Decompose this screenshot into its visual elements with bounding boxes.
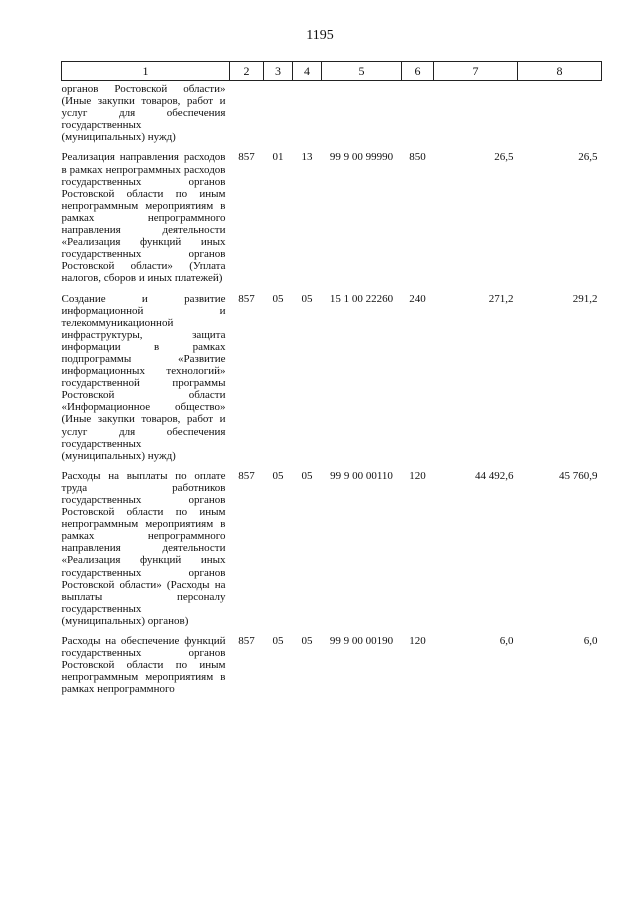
cell-amount-year-1: 26,5 — [494, 151, 514, 164]
cell-subsection: 05 — [301, 635, 313, 648]
column-header-3: 3 — [264, 62, 293, 81]
cell-expense-type: 120 — [409, 469, 426, 482]
cell-ministry-code — [230, 81, 264, 150]
table-body — [62, 81, 602, 702]
cell-target-article: 99 9 00 00190 — [329, 635, 394, 648]
column-header-7: 7 — [434, 62, 518, 81]
cell-target-article: 99 9 00 00110 — [330, 469, 393, 482]
cell-amount-year-2: 45 760,9 — [559, 469, 598, 482]
row-description: Расходы на обеспечение функций государственных органов Ростовской области по иным непрограммным мероприятиям в рамках непрограммного — [61, 635, 226, 696]
row-description: Расходы на выплаты по оплате труда работников государственных органов Ростовской области по иным непрограммным мероприятиям в рамках непрограммного направления деятельности «Реализация функций иных государственных органов Ростовской области» (Расходы на выплаты персоналу государственных (муниципальных) органов) — [61, 469, 226, 627]
cell-section: 05 — [272, 469, 284, 482]
table-row — [62, 149, 602, 290]
cell-section — [264, 81, 293, 150]
cell-section: 05 — [272, 635, 284, 648]
column-header-6: 6 — [402, 62, 434, 81]
table-header — [62, 62, 602, 81]
cell-amount-year-2: 6,0 — [583, 635, 598, 648]
cell-expense-type: 120 — [409, 635, 426, 648]
table-row — [62, 291, 602, 468]
column-header-5: 5 — [322, 62, 402, 81]
cell-ministry-code: 857 — [238, 469, 255, 482]
table-row — [62, 468, 602, 633]
row-description: Создание и развитие информационной и телекоммуникационной инфраструктуры, защита информации в рамках подпрограммы «Развитие информационных технологий» государственной программы Ростовской области «Информационное общество» (Иные закупки товаров, работ и услуг для обеспечения государственных (муниципальных) нужд) — [61, 292, 226, 462]
cell-subsection — [293, 81, 322, 150]
cell-expense-type — [402, 81, 434, 150]
cell-subsection: 05 — [301, 469, 313, 482]
cell-subsection: 05 — [301, 292, 313, 305]
cell-ministry-code: 857 — [238, 151, 255, 164]
row-description: органов Ростовской области» (Иные закупки товаров, работ и услуг для обеспечения государственных (муниципальных) нужд) — [61, 83, 226, 144]
budget-table — [61, 61, 602, 702]
cell-amount-year-2: 26,5 — [578, 151, 598, 164]
cell-target-article: 15 1 00 22260 — [329, 292, 394, 305]
cell-section: 05 — [272, 292, 284, 305]
column-header-2: 2 — [230, 62, 264, 81]
page-number: 1195 — [306, 28, 334, 43]
cell-expense-type: 850 — [409, 151, 426, 164]
cell-ministry-code: 857 — [238, 292, 255, 305]
cell-amount-year-2: 291,2 — [572, 292, 598, 305]
table-row — [62, 633, 602, 701]
header-row — [62, 62, 602, 81]
cell-amount-year-1: 6,0 — [499, 635, 514, 648]
column-header-4: 4 — [293, 62, 322, 81]
row-description: Реализация направления расходов в рамках непрограммных расходов государственных органов Ростовской области по иным непрограммным мероприятиям в рамках непрограммного направления деятельности «Реализация функций иных государственных органов Ростовской области» (Уплата налогов, сборов и иных платежей) — [61, 151, 226, 285]
cell-ministry-code: 857 — [238, 635, 255, 648]
cell-amount-year-1: 44 492,6 — [475, 469, 514, 482]
column-header-1: 1 — [62, 62, 230, 81]
column-header-8: 8 — [518, 62, 602, 81]
budget-table-wrapper — [61, 61, 602, 702]
cell-target-article: 99 9 00 99990 — [329, 151, 394, 164]
cell-amount-year-1: 271,2 — [488, 292, 514, 305]
table-row — [62, 81, 602, 150]
cell-target-article — [322, 81, 402, 150]
cell-subsection: 13 — [301, 151, 313, 164]
cell-expense-type: 240 — [409, 292, 426, 305]
cell-section: 01 — [272, 151, 284, 164]
cell-amount-year-2 — [518, 81, 602, 150]
cell-amount-year-1 — [434, 81, 518, 150]
